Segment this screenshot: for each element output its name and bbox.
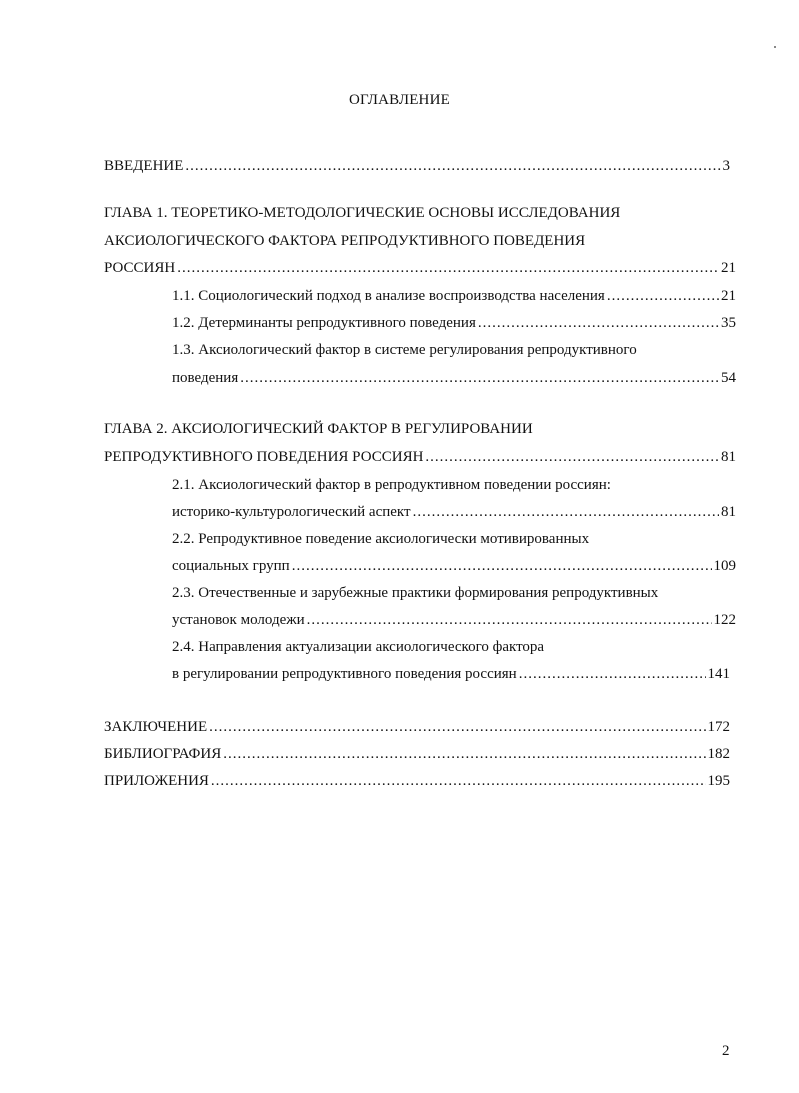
toc-entry-section-1-2[interactable] xyxy=(172,313,736,333)
leader-dots xyxy=(519,664,706,684)
toc-entry-conclusion[interactable] xyxy=(104,717,730,737)
toc-entry-label: установок молодежи xyxy=(172,612,305,628)
leader-dots xyxy=(177,258,719,278)
toc-entry-label: 1.2. Детерминанты репродуктивного поведения xyxy=(172,315,476,331)
toc-entry-page: 109 xyxy=(713,558,736,574)
leader-dots xyxy=(211,771,706,791)
toc-entry-section-1-3[interactable] xyxy=(172,368,736,388)
toc-entry-chapter1[interactable] xyxy=(104,258,736,278)
toc-entry-page: 21 xyxy=(721,260,736,276)
toc-entry-page: 195 xyxy=(707,773,730,789)
section-2-3-title-line1: 2.3. Отечественные и зарубежные практики формирования репродуктивных xyxy=(172,585,659,601)
toc-entry-page: 81 xyxy=(721,504,736,520)
leader-dots xyxy=(425,447,719,467)
section-2-2-title-line1: 2.2. Репродуктивное поведение аксиологически мотивированных xyxy=(172,531,590,547)
toc-entry-page: 35 xyxy=(721,315,736,331)
toc-entry-label: историко-культурологический аспект xyxy=(172,504,411,520)
leader-dots xyxy=(240,368,719,388)
chapter1-title-line2: АКСИОЛОГИЧЕСКОГО ФАКТОРА РЕПРОДУКТИВНОГО ПОВЕДЕНИЯ xyxy=(104,233,586,249)
toc-entry-label: 1.1. Социологический подход в анализе воспроизводства населения xyxy=(172,288,605,304)
toc-entry-section-2-3[interactable] xyxy=(172,610,736,630)
toc-entry-page: 21 xyxy=(721,288,736,304)
toc-entry-label: БИБЛИОГРАФИЯ xyxy=(104,746,222,762)
leader-dots xyxy=(307,610,712,630)
chapter2-title-line1: ГЛАВА 2. АКСИОЛОГИЧЕСКИЙ ФАКТОР В РЕГУЛИРОВАНИИ xyxy=(104,421,533,437)
toc-entry-label: ПРИЛОЖЕНИЯ xyxy=(104,773,209,789)
toc-entry-label: социальных групп xyxy=(172,558,290,574)
leader-dots xyxy=(607,286,719,306)
toc-entry-section-2-1[interactable] xyxy=(172,502,736,522)
section-2-1-title-line1: 2.1. Аксиологический фактор в репродуктивном поведении россиян: xyxy=(172,477,611,493)
leader-dots xyxy=(292,556,712,576)
toc-entry-label: ВВЕДЕНИЕ xyxy=(104,158,184,174)
section-2-4-title-line1: 2.4. Направления актуализации аксиологического фактора xyxy=(172,639,545,655)
leader-dots xyxy=(478,313,719,333)
toc-entry-section-2-2[interactable] xyxy=(172,556,736,576)
toc-entry-page: 3 xyxy=(722,158,730,174)
toc-entry-section-1-1[interactable] xyxy=(172,286,736,306)
toc-entry-label: в регулировании репродуктивного поведения россиян xyxy=(172,666,517,682)
toc-entry-page: 54 xyxy=(721,370,736,386)
scan-speck xyxy=(774,46,776,48)
leader-dots xyxy=(185,156,720,176)
toc-entry-appendices[interactable] xyxy=(104,771,730,791)
toc-entry-page: 172 xyxy=(707,719,730,735)
toc-entry-page: 182 xyxy=(707,746,730,762)
section-1-3-title-line1: 1.3. Аксиологический фактор в системе регулирования репродуктивного xyxy=(172,342,637,358)
toc-entry-label: ЗАКЛЮЧЕНИЕ xyxy=(104,719,208,735)
toc-entry-bibliography[interactable] xyxy=(104,744,730,764)
toc-entry-page: 122 xyxy=(713,612,736,628)
chapter1-title-line1: ГЛАВА 1. ТЕОРЕТИКО-МЕТОДОЛОГИЧЕСКИЕ ОСНОВЫ ИССЛЕДОВАНИЯ xyxy=(104,205,621,221)
toc-title: ОГЛАВЛЕНИЕ xyxy=(349,92,450,108)
toc-entry-chapter2[interactable] xyxy=(104,447,736,467)
toc-entry-label: поведения xyxy=(172,370,239,386)
leader-dots xyxy=(223,744,705,764)
toc-entry-page: 141 xyxy=(707,666,730,682)
toc-entry-label: РОССИЯН xyxy=(104,260,176,276)
toc-entry-section-2-4[interactable] xyxy=(172,664,730,684)
page-number: 2 xyxy=(722,1043,730,1059)
leader-dots xyxy=(413,502,719,522)
toc-entry-page: 81 xyxy=(721,449,736,465)
toc-entry-intro[interactable] xyxy=(104,156,730,176)
leader-dots xyxy=(209,717,705,737)
toc-entry-label: РЕПРОДУКТИВНОГО ПОВЕДЕНИЯ РОССИЯН xyxy=(104,449,424,465)
